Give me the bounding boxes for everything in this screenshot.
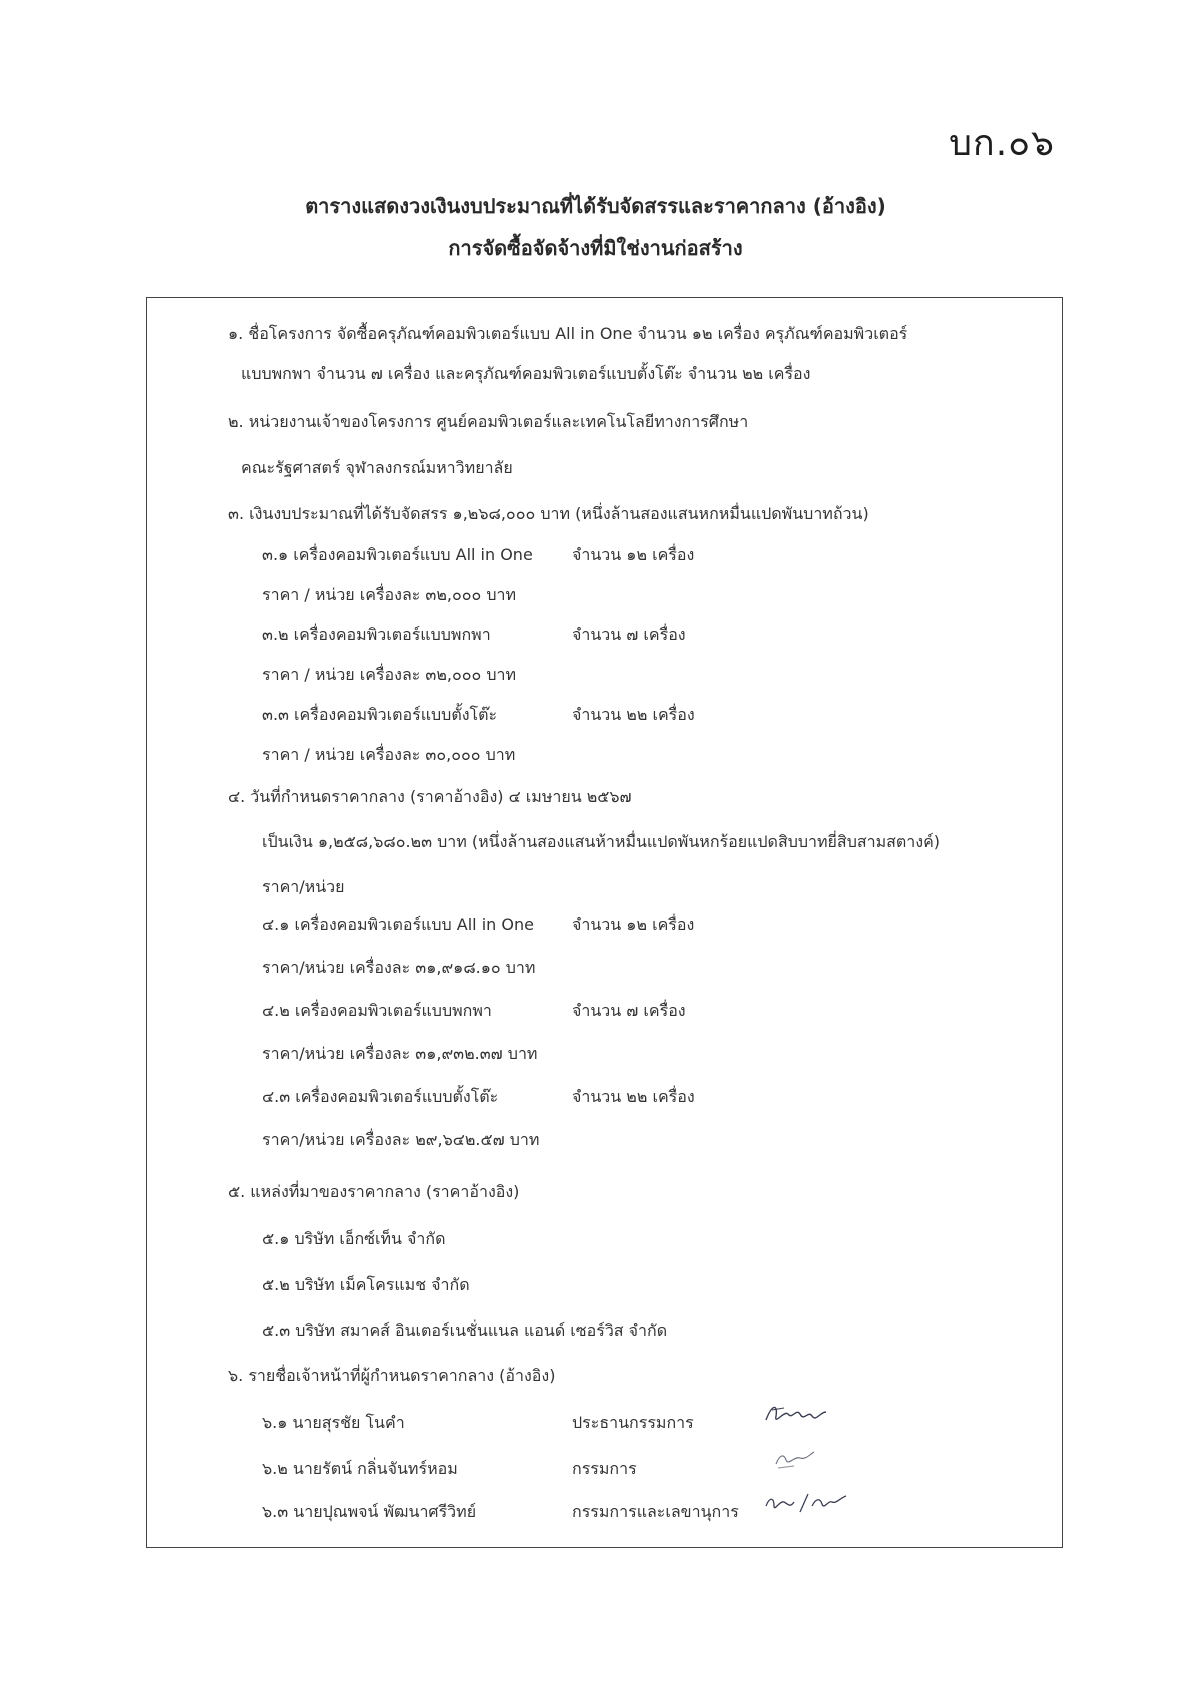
budget-item-name: ๓.๑ เครื่องคอมพิวเตอร์แบบ All in One (262, 545, 533, 564)
budget-item-name: ๓.๒ เครื่องคอมพิวเตอร์แบบพกพา (262, 625, 491, 644)
reference-item-qty: จำนวน ๗ เครื่อง (572, 1001, 686, 1020)
budget-item-price: ราคา / หน่วย เครื่องละ ๓๒,๐๐๐ บาท (262, 585, 517, 604)
budget-item-price: ราคา / หน่วย เครื่องละ ๓๐,๐๐๐ บาท (262, 745, 516, 764)
committee-member-name: ๖.๓ นายปุณพจน์ พัฒนาศรีวิทย์ (262, 1502, 477, 1521)
signature-image (770, 1446, 820, 1474)
reference-item-price: ราคา/หน่วย เครื่องละ ๒๙,๖๔๒.๕๗ บาท (262, 1130, 540, 1149)
price-source-item: ๕.๓ บริษัท สมาคส์ อินเตอร์เนชั่นแนล แอนด์ เซอร์วิส จำกัด (262, 1321, 668, 1340)
committee-member-role: กรรมการ (572, 1459, 637, 1478)
reference-item-qty: จำนวน ๑๒ เครื่อง (572, 915, 695, 934)
budget-header: ๓. เงินงบประมาณที่ได้รับจัดสรร ๑,๒๖๘,๐๐๐ บาท (หนึ่งล้านสองแสนหกหมื่นแปดพันบาทถ้วน) (228, 504, 869, 523)
committee-member-name: ๖.๑ นายสุรชัย โนคำ (262, 1413, 405, 1432)
project-name-line2: แบบพกพา จำนวน ๗ เครื่อง และครุภัณฑ์คอมพิวเตอร์แบบตั้งโต๊ะ จำนวน ๒๒ เครื่อง (241, 364, 811, 383)
budget-item-qty: จำนวน ๗ เครื่อง (572, 625, 686, 644)
reference-item-name: ๔.๒ เครื่องคอมพิวเตอร์แบบพกพา (262, 1001, 492, 1020)
reference-date-header: ๔. วันที่กำหนดราคากลาง (ราคาอ้างอิง) ๔ เมษายน ๒๕๖๗ (228, 787, 632, 806)
price-source-item: ๕.๑ บริษัท เอ็กซ์เท็น จำกัด (262, 1229, 446, 1248)
project-name-line1: ๑. ชื่อโครงการ จัดซื้อครุภัณฑ์คอมพิวเตอร์แบบ All in One จำนวน ๑๒ เครื่อง ครุภัณฑ์คอมพิวเตอร์ (228, 324, 908, 343)
reference-item-name: ๔.๑ เครื่องคอมพิวเตอร์แบบ All in One (262, 915, 534, 934)
budget-item-name: ๓.๓ เครื่องคอมพิวเตอร์แบบตั้งโต๊ะ (262, 705, 498, 724)
price-source-item: ๕.๒ บริษัท เม็คโครแมช จำกัด (262, 1275, 470, 1294)
budget-item-qty: จำนวน ๑๒ เครื่อง (572, 545, 695, 564)
signature-image (762, 1488, 852, 1518)
reference-item-qty: จำนวน ๒๒ เครื่อง (572, 1087, 695, 1106)
budget-item-qty: จำนวน ๒๒ เครื่อง (572, 705, 695, 724)
reference-item-name: ๔.๓ เครื่องคอมพิวเตอร์แบบตั้งโต๊ะ (262, 1087, 499, 1106)
reference-unit-label: ราคา/หน่วย (262, 877, 345, 896)
reference-item-price: ราคา/หน่วย เครื่องละ ๓๑,๙๓๒.๓๗ บาท (262, 1044, 538, 1063)
signature-image (762, 1400, 832, 1430)
committee-header: ๖. รายชื่อเจ้าหน้าที่ผู้กำหนดราคากลาง (อ้างอิง) (228, 1366, 556, 1385)
document-subtitle: การจัดซื้อจัดจ้างที่มิใช่งานก่อสร้าง (448, 236, 743, 260)
committee-member-name: ๖.๒ นายรัตน์ กลิ่นจันทร์หอม (262, 1459, 458, 1478)
reference-item-price: ราคา/หน่วย เครื่องละ ๓๑,๙๑๘.๑๐ บาท (262, 958, 536, 977)
project-owner-line2: คณะรัฐศาสตร์ จุฬาลงกรณ์มหาวิทยาลัย (241, 458, 513, 477)
committee-member-role: ประธานกรรมการ (572, 1413, 694, 1432)
reference-amount: เป็นเงิน ๑,๒๕๘,๖๘๐.๒๓ บาท (หนึ่งล้านสองแสนห้าหมื่นแปดพันหกร้อยแปดสิบบาทยี่สิบสามสตางค์) (262, 832, 941, 851)
document-title: ตารางแสดงวงเงินงบประมาณที่ได้รับจัดสรรและราคากลาง (อ้างอิง) (305, 194, 886, 218)
budget-item-price: ราคา / หน่วย เครื่องละ ๓๒,๐๐๐ บาท (262, 665, 517, 684)
document-code: บก.๐๖ (949, 123, 1055, 164)
project-owner-line1: ๒. หน่วยงานเจ้าของโครงการ ศูนย์คอมพิวเตอร์และเทคโนโลยีทางการศึกษา (228, 412, 749, 431)
committee-member-role: กรรมการและเลขานุการ (572, 1502, 739, 1521)
price-sources-header: ๕. แหล่งที่มาของราคากลาง (ราคาอ้างอิง) (228, 1182, 520, 1201)
